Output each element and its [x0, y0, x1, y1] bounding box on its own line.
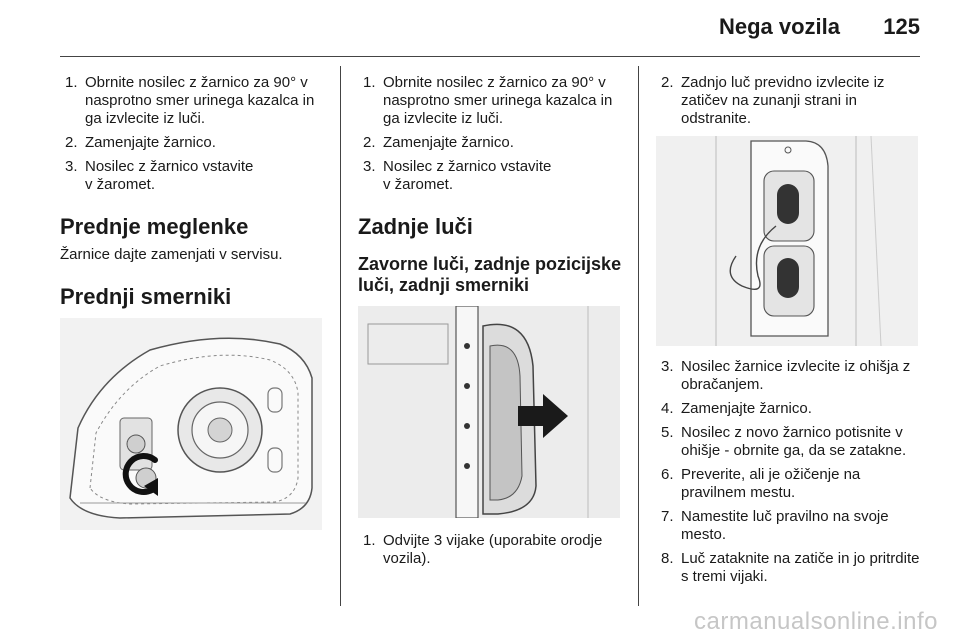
step-text: Zamenjajte žarnico.	[85, 134, 216, 151]
step-text: Preverite, ali je ožičenje na pravilnem mestu.	[681, 466, 861, 501]
step-number: 1.	[363, 532, 376, 549]
step-text: Obrnite nosilec z žarnico za 90° v nasprotno smer urinega kazalca in ga izvlecite iz luči.	[85, 74, 315, 127]
step-item	[60, 134, 330, 152]
step-item	[60, 74, 330, 128]
step-list	[358, 74, 626, 194]
step-item	[358, 532, 626, 568]
step-number: 1.	[363, 74, 376, 91]
step-list	[60, 74, 330, 194]
heading-fog-lights: Prednje meglenke	[60, 214, 249, 239]
fog-lights-text: Žarnice dajte zamenjati v servisu.	[60, 246, 283, 263]
column-1	[60, 74, 330, 310]
subheading-rear-lights: Zavorne luči, zadnje pozicijske luči, zadnji smerniki	[358, 254, 622, 295]
step-text: Zadnjo luč previdno izvlecite iz zatičev na zunanji strani in odstranite.	[681, 74, 885, 127]
step-item	[656, 400, 922, 418]
step-list	[656, 358, 922, 586]
step-item	[656, 74, 922, 128]
step-item	[358, 134, 626, 152]
header-title: Nega vozila	[718, 14, 840, 39]
column-2	[358, 74, 626, 296]
step-number: 5.	[661, 424, 674, 441]
column-separator-2	[638, 66, 639, 606]
headlight-illustration	[60, 318, 322, 530]
column-separator-1	[340, 66, 341, 606]
column-3	[656, 74, 922, 134]
step-item	[656, 550, 922, 586]
step-item	[656, 424, 922, 460]
step-number: 2.	[363, 134, 376, 151]
watermark: carmanualsonline.info	[694, 608, 938, 635]
column-3-lower	[656, 358, 922, 592]
step-item	[358, 74, 626, 128]
step-text: Odvijte 3 vijake (uporabite orodje vozila).	[383, 532, 603, 567]
step-number: 4.	[661, 400, 674, 417]
step-text: Zamenjajte žarnico.	[383, 134, 514, 151]
column-2-lower	[358, 532, 626, 574]
step-number: 1.	[65, 74, 78, 91]
step-text: Obrnite nosilec z žarnico za 90° v nasprotno smer urinega kazalca in ga izvlecite iz luči.	[383, 74, 613, 127]
step-item	[358, 158, 626, 194]
step-number: 8.	[661, 550, 674, 567]
step-number: 3.	[661, 358, 674, 375]
step-item	[656, 358, 922, 394]
step-number: 2.	[65, 134, 78, 151]
rear-light-removal-illustration	[358, 306, 620, 518]
step-item	[656, 466, 922, 502]
step-text: Namestite luč pravilno na svoje mesto.	[681, 508, 889, 543]
heading-rear-lights: Zadnje luči	[358, 214, 473, 239]
step-text: Nosilec z žarnico vstavite v žaromet.	[383, 158, 552, 193]
step-list	[358, 532, 626, 568]
heading-front-indicators: Prednji smerniki	[60, 284, 232, 309]
step-number: 3.	[363, 158, 376, 175]
step-number: 3.	[65, 158, 78, 175]
step-number: 7.	[661, 508, 674, 525]
step-number: 2.	[661, 74, 674, 91]
step-text: Luč zataknite na zatiče in jo pritrdite s tremi vijaki.	[681, 550, 920, 585]
rear-light-bulb-holder-illustration	[656, 136, 918, 346]
step-number: 6.	[661, 466, 674, 483]
step-list	[656, 74, 922, 128]
step-item	[656, 508, 922, 544]
step-text: Nosilec z novo žarnico potisnite v ohišje - obrnite ga, da se zatakne.	[681, 424, 907, 459]
step-text: Nosilec žarnice izvlecite iz ohišja z obračanjem.	[681, 358, 911, 393]
step-text: Zamenjajte žarnico.	[681, 400, 812, 417]
step-item	[60, 158, 330, 194]
header-rule	[60, 56, 920, 57]
page-number: 125	[883, 14, 920, 39]
step-text: Nosilec z žarnico vstavite v žaromet.	[85, 158, 254, 193]
